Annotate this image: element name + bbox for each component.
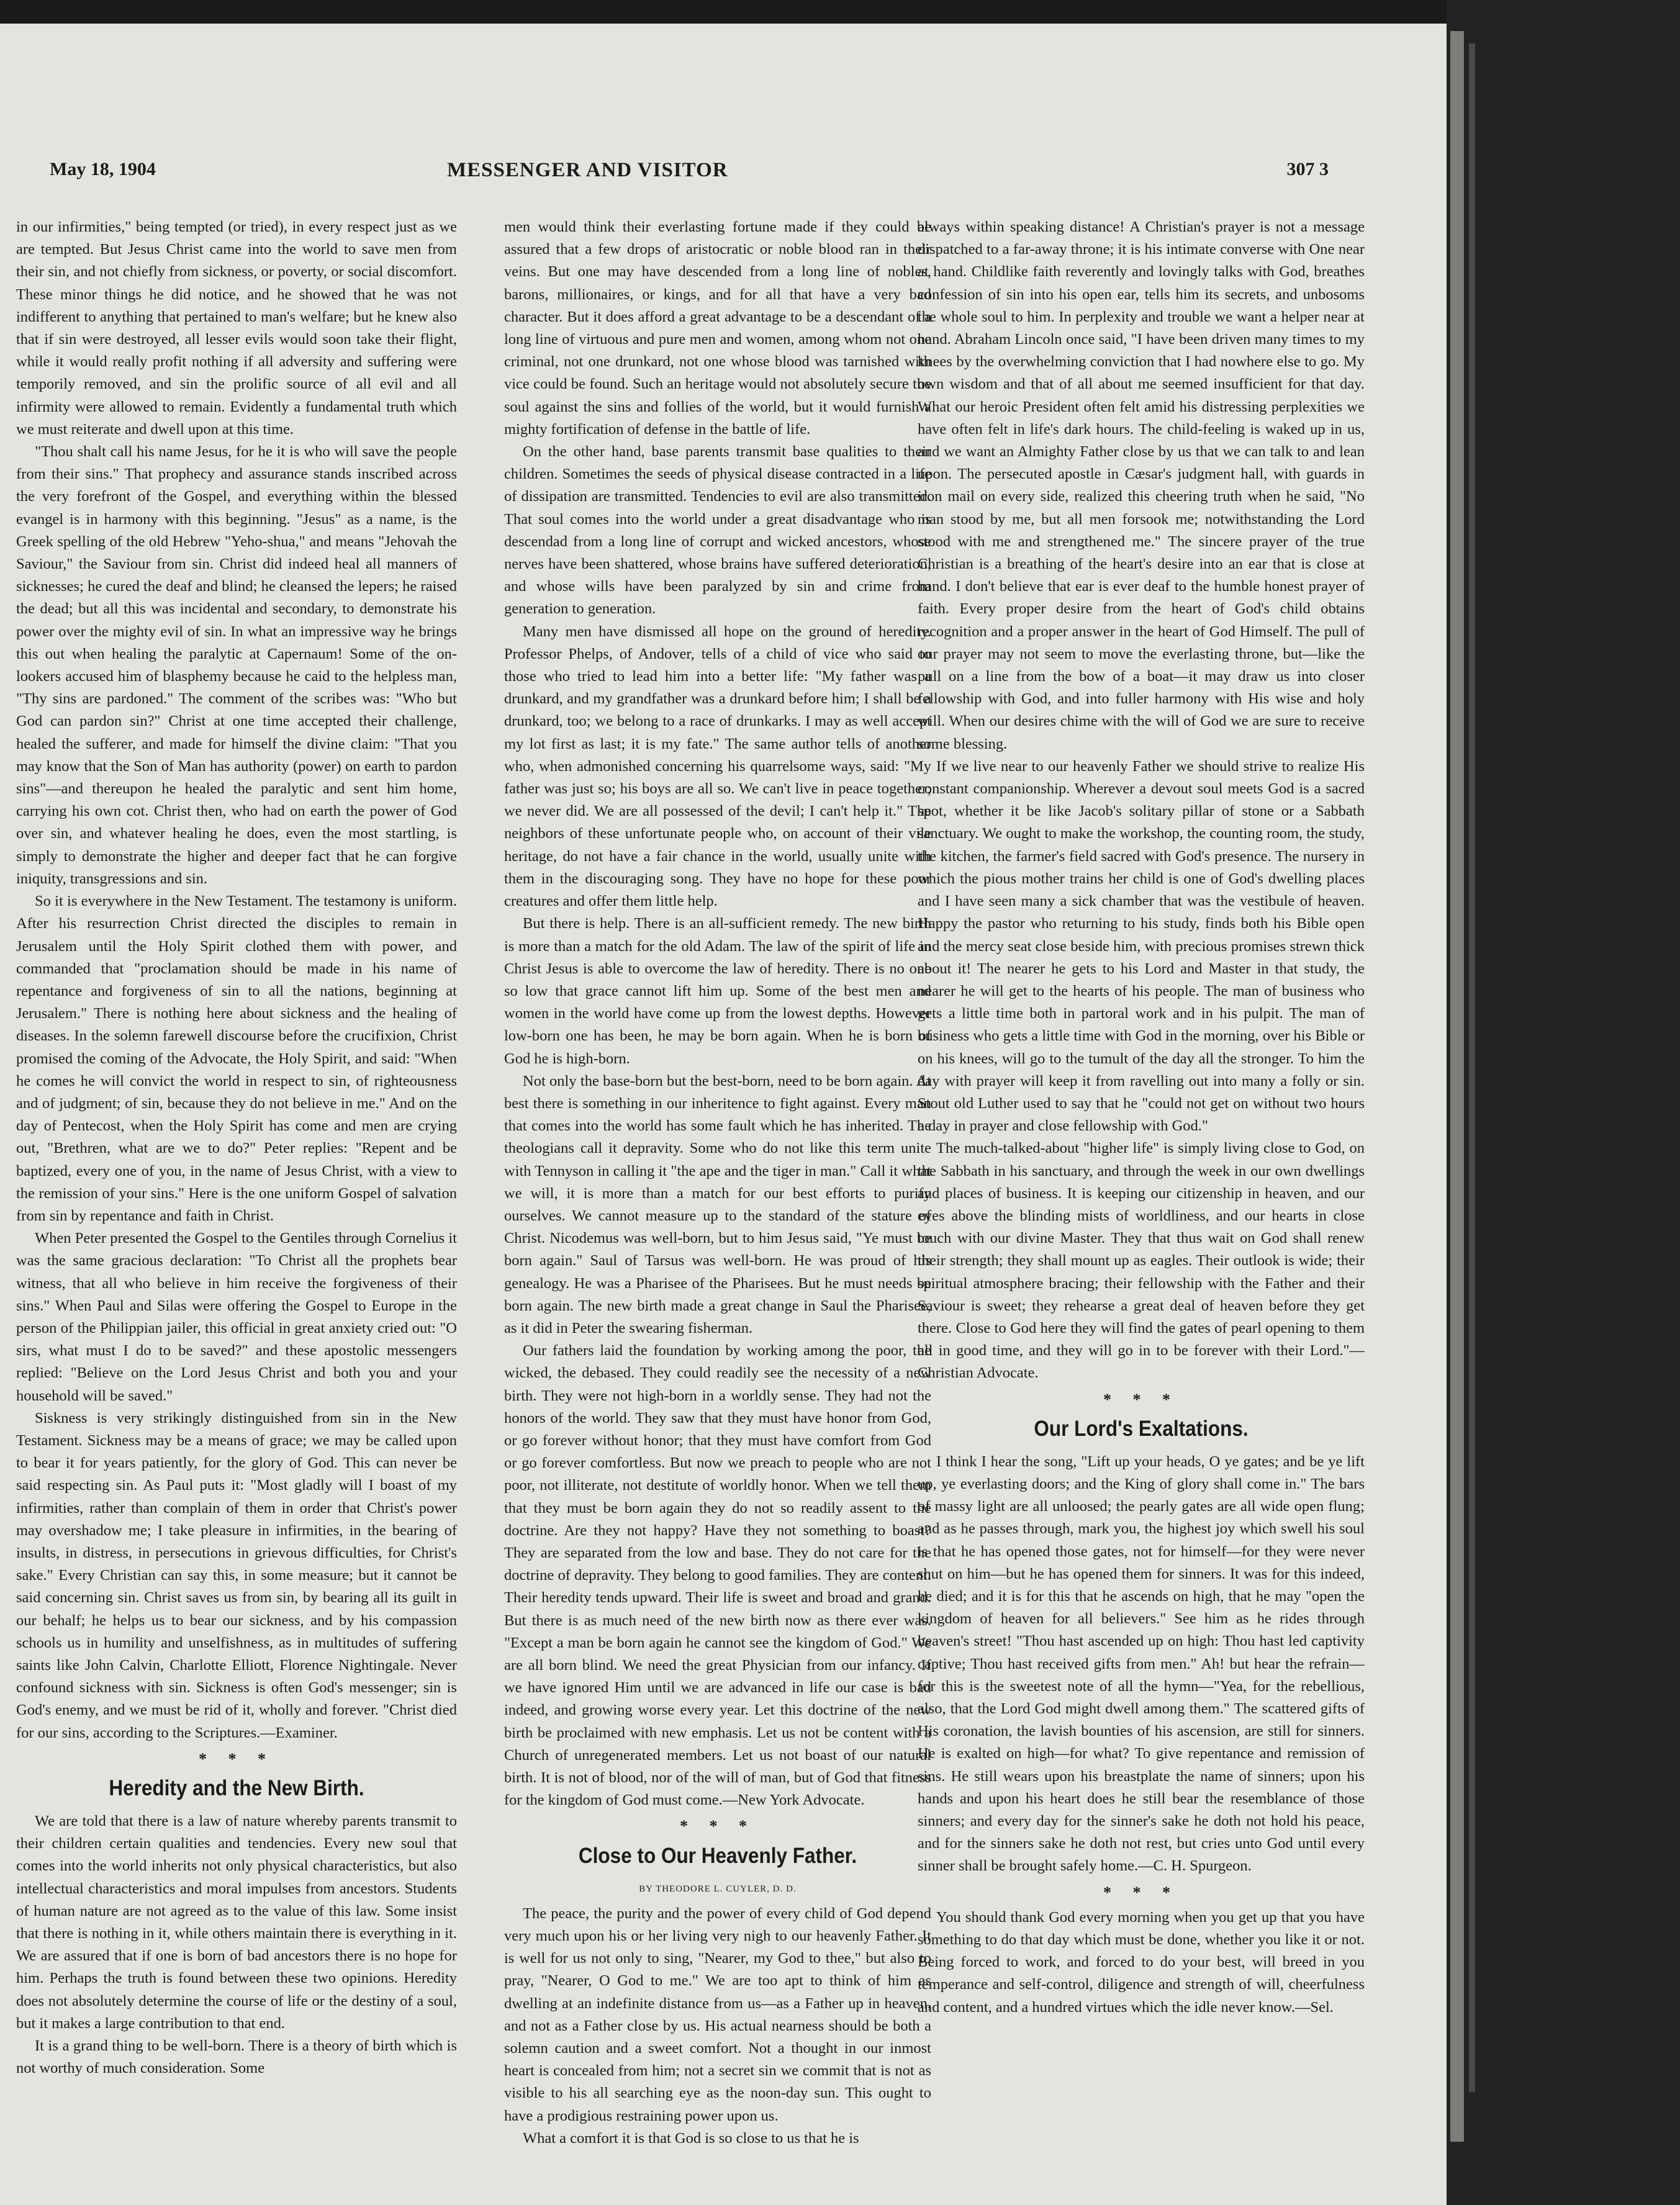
scan-page-edge-shadow: [1469, 43, 1475, 2092]
paragraph: If we live near to our heavenly Father we should strive to realize His constant companionship. Wherever a devout soul meets God is a sacred spot, whether it be like Jacob's solitary pillar of stone or a Sabbath sanctuary. We ought to make the workshop, the counting room, the study, the kitchen, the farmer's field sacred with God's presence. The nursery in which the pious mother trains her child is one of God's dwelling places and I have seen many a sick chamber that was the vestibule of heaven. Happy the pastor who returning to his study, finds both his Bible open and the mercy seat close beside him, with precious promises strewn thick about it! The nearer he gets to his Lord and Master in that study, the nearer he will get to the hearts of his people. The man of business who gets a little time both in partoral work and in his pulpit. The man of business who gets a little time with God in the morning, over his Bible or on his knees, will go to the tumult of the day all the stronger. To him the day with prayer will keep it from ravelling out into many a folly or sin. Stout old Luther used to say that he "could not get on without two hours a day in prayer and close fellowship with God.": [918, 757, 1365, 1135]
paragraph: So it is everywhere in the New Testament. The testamony is uniform. After his resurrection Christ directed the disciples to remain in Jerusalem until the Holy Spirit clothed them with power, and commanded that "proclamation should be made in his name of repentance and forgiveness of sin to all the nations, beginning at Jerusalem." There is nothing here about sickness and the healing of diseases. In the solemn farewell discourse before the crucifixion, Christ promised the coming of the Advocate, the Holy Spirit, and said: "When he comes he will convict the world in respect to sin, of righteousness and of judgment; of sin, because they do not believe in me." And on the day of Pentecost, when the Holy Spirit has come and men are crying out, "Brethren, what are we to do?" Peter replies: "Repent and be baptized, every one of you, in the name of Jesus Christ, with a view to the remission of your sins." Here is the one uniform Gospel of salvation from sin by repentance and faith in Christ.: [16, 893, 457, 1224]
scan-border: [1447, 0, 1680, 2205]
paragraph: It is a grand thing to be well-born. There is a theory of birth which is not worthy of much consideration. Some: [16, 2037, 457, 2077]
section-separator: * * *: [1103, 1390, 1179, 1409]
page-header: [50, 159, 1329, 196]
paragraph: Not only the base-born but the best-born, need to be born again. At best there is something in our inheritence to fight against. Every man that comes into the world has some fault which he has inherited. The theologians call it depravity. Some who do not like this term unite with Tennyson in calling it "the ape and the tiger in man." Call it what we will, it is more than a match for our best efforts to purify ourselves. We cannot measure up to the standard of the stature of Christ. Nicodemus was well-born, but to him Jesus said, "Ye must be born again." Saul of Tarsus was well-born. He was proud of his genealogy. He was a Pharisee of the Pharisees. But he must needs be born again. The new birth made a great change in Saul the Pharisee, as it did in Peter the swearing fisherman.: [504, 1072, 931, 1337]
column-1: [16, 216, 457, 2196]
paragraph: The much-talked-about "higher life" is simply living close to God, on the Sabbath in his sanctuary, and through the week in our own dwellings and places of business. It is keeping our citizenship in heaven, and our eyes above the blinding mists of worldliness, and our hearts in close touch with our divine Master. They that thus wait on God shall renew their strength; they shall mount up as eagles. Their outlook is wide; their spiritual atmosphere bracing; their fellowship with the Father and their Saviour is sweet; they rehearse a great deal of heaven before they get there. Close to God here they will find the gates of pearl opening to them all in good time, and they will go in to be forever with their Lord."—Christian Advocate.: [918, 1140, 1365, 1382]
column-2: [504, 216, 931, 2196]
section-separator: * * *: [1103, 1883, 1179, 1901]
masthead: MESSENGER AND VISITOR: [447, 159, 728, 181]
scan-page-edge: [1450, 31, 1464, 2142]
paragraph: Many men have dismissed all hope on the ground of heredity. Professor Phelps, of Andover, tells of a child of vice who said to those who tried to lead him into a better life: "My father was a drunkard, and my grandfather was a drunkard before him; I shall be a drunkard, too; we belong to a race of drunkarks. I may as well accept my lot first as last; it is my fate." The same author tells of another who, when admonished concerning his quarrelsome ways, said: "My father was just so; his boys are all so. We can't live in peace together; we never did. We are all possessed of the devil; I can't help it." The neighbors of these unfortunate people who, on account of their vile heritage, do not have a fair chance in the world, usually unite with them in the discouraging song. They have no hope for these poor creatures and offer them little help.: [504, 623, 931, 910]
paragraph: Our fathers laid the foundation by working among the poor, the wicked, the debased. They could readily see the necessity of a new birth. They were not high-born in a worldly sense. They had not the honors of the world. They saw that they must have honor from God, or go forever without honor; that they must have comfort from God or go forever comfortless. But now we preach to people who are not poor, not illiterate, not destitute of worldly honor. When we tell them that they must be born again they do not so readily assent to the doctrine. Are they not happy? Have they not something to boast? They are separated from the low and base. They do not care for the doctrine of depravity. They belong to good families. They are content. Their heredity tends upward. Their life is sweet and broad and grand. But there is as much need of the new birth now as there ever was. "Except a man be born again he cannot see the kingdom of God." We are all born blind. We need the great Physician from our infancy. If we have ignored Him until we are advanced in life our case is bad indeed, and growing worse every year. Let this doctrine of the new birth be proclaimed with new emphasis. Let us not be content with a Church of unregenerated members. Let us not boast of our natural birth. It is not of blood, nor of the will of man, but of God that fitness for the kingdom of God must come.—New York Advocate.: [504, 1342, 931, 1809]
column-3: [918, 216, 1365, 2196]
paragraph: in our infirmities," being tempted (or tried), in every respect just as we are tempted. But Jesus Christ came into the world to save men from their sin, and not chiefly from sickness, or poverty, or social discomfort. These minor things he did notice, and he showed that he was not indifferent to anything that pertained to man's welfare; but he knew also that if sin were destroyed, all lesser evils would soon take their flight, while it would really profit nothing if all adversity and suffering were temporily removed, and sin the prolific source of all evil and all infirmity were allowed to remain. Evidently a fundamental truth which we must reiterate and dwell upon at this time.: [16, 219, 457, 438]
paragraph: "Thou shalt call his name Jesus, for he it is who will save the people from their sins." That prophecy and assurance stands inscribed across the very forefront of the Gospel, and everything within the blessed evangel is in harmony with this beginning. "Jesus" as a name, is the Greek spelling of the old Hebrew "Yeho-shua," and means "Jehovah the Saviour," the Saviour from sin. Christ did indeed heal all manners of sicknesses; he cured the deaf and blind; he cleansed the lepers; he raised the dead; but all this was incidental and secondary, to demonstrate his power over the mighty evil of sin. In what an impressive way he brings this out when healing the paralytic at Capernaum! Some of the on-lookers accused him of blasphemy because he caid to the helpless man, "Thy sins are pardoned." The comment of the scribes was: "Who but God can pardon sin?" Christ at one time accepted their challenge, healed the sufferer, and made for himself the divine claim: "That you may know that the Son of Man has authority (power) on earth to pardon sins"—and thereupon he healed the paralytic and sent him home, carrying his own cot. Christ then, who had on earth the power of God over sin, and whatever healing he does, even the most startling, is simply to demonstrate the higher and deeper fact that he can forgive iniquity, transgressions and sin.: [16, 443, 457, 887]
article-byline: BY THEODORE L. CUYLER, D. D.: [639, 1883, 797, 1894]
page-number: 307 3: [1286, 159, 1329, 179]
paragraph: When Peter presented the Gospel to the Gentiles through Cornelius it was the same gracious declaration: "To Christ all the prophets bear witness, that all who believe in him receive the forgiveness of their sins." When Paul and Silas were offering the Gospel to Europe in the person of the Philippian jailer, this official in great anxiety cried out: "O sirs, what must I do to be saved?" and these apostolic messengers replied: "Believe on the Lord Jesus Christ and both you and your household will be saved.": [16, 1230, 457, 1404]
paragraph: always within speaking distance! A Christian's prayer is not a message dispatched to a far-away throne; it is his intimate converse with One near at hand. Childlike faith reverently and lovingly talks with God, breathes confession of sin into his open ear, tells him its secrets, and unbosoms the whole soul to him. In perplexity and trouble we want a helper near at hand. Abraham Lincoln once said, "I have been driven many times to my knees by the overwhelming conviction that I had nowhere else to go. My own wisdom and that of all about me seemed insufficient for that day. What our heroic President often felt amid his distressing perplexities we have often felt in life's dark hours. The child-feeling is waked up in us, and we want an Almighty Father close by us that we can talk to and lean upon. The persecuted apostle in Cæsar's judgment hall, with guards in iron mail on every side, realized this cheering truth when he said, "No man stood by me, but all men forsook me; notwithstanding the Lord stood with me and strengthened me." The sincere prayer of the true Christian is a breathing of the heart's desire into an ear that is close at hand. I don't believe that ear is ever deaf to the humble honest prayer of faith. Every proper desire from the heart of God's child obtains recognition and a proper answer in the heart of God Himself. The pull of our prayer may not seem to move the everlasting throne, but—like the pull on a line from the bow of a boat—it may draw us into closer fellowship with God, and into fuller harmony with His wise and holy will. When our desires chime with the will of God we are sure to receive some blessing.: [918, 219, 1365, 752]
issue-date: May 18, 1904: [50, 159, 156, 179]
paragraph: men would think their everlasting fortune made if they could be assured that a few drops of aristocratic or noble blood ran in their veins. But one may have descended from a long line of nobles, barons, millionaires, or kings, and for all that have a very bad character. But it does afford a great advantage to be a descendant of a long line of virtuous and pure men and women, among whom not one criminal, not one drunkard, not one whose blood was tarnished with vice could be found. Such an heritage would not absolutely secure the soul against the sins and follies of the world, but it would furnish a mighty fortification of defense in the battle of life.: [504, 219, 931, 438]
paragraph: Siskness is very strikingly distinguished from sin in the New Testament. Sickness may be a means of grace; we may be called upon to bear it for years patiently, for the glory of God. This can never be said respecting sin. As Paul puts it: "Most gladly will I boast of my infirmities, rather than complain of them in order that Christ's power may overshadow me; I take pleasure in infirmities, in the bearing of insults, in distress, in persecutions in grievous difficulties, for Christ's sake." Every Christian can say this, in some measure; but it cannot be said concerning sin. Christ saves us from sin, by bearing all its guilt in our behalf; he helps us to bear our sickness, and by his compassion schools us in humility and unselfishness, as in multitudes of suffering saints like John Calvin, Charlotte Elliott, Florence Nightingale. Never confound sickness with sin. Sickness is often God's messenger; sin is God's enemy, and we must be rid of it, wholly and forever. "Christ died for our sins, according to the Scriptures.—Examiner.: [16, 1409, 457, 1741]
paragraph: You should thank God every morning when you get up that you have something to do that day which must be done, whether you like it or not. Being forced to work, and forced to do your best, will breed in you temperance and self-control, diligence and strength of will, cheerfulness and content, and a hundred virtues which the idle never know.—Sel.: [918, 1908, 1365, 2016]
paragraph: But there is help. There is an all-sufficient remedy. The new birth is more than a match for the old Adam. The law of the spirit of life in Christ Jesus is able to overcome the law of heredity. There is no one so low that grace cannot lift him up. Some of the best men and women in the world have come up from the lowest depths. However low-born one has been, he may be born again. When he is born of God he is high-born.: [504, 915, 931, 1067]
section-separator: * * *: [199, 1749, 274, 1768]
paragraph: We are told that there is a law of nature whereby parents transmit to their children certain qualities and tendencies. Every new soul that comes into the world inherits not only physical characteristics, but also intellectual characteristics and moral impulses from ancestors. Students of human nature are not agreed as to the value of this law. Some insist that there is nothing in it, while others maintain there is everything in it. We are assured that if one is born of bad ancestors there is no hope for him. Perhaps the truth is found between these two opinions. Heredity does not absolutely determine the course of life or the destiny of a soul, but it makes a large contribution to that end.: [16, 1813, 457, 2032]
article-headline-close-to-father: Close to Our Heavenly Father.: [578, 1843, 857, 1868]
paragraph: I think I hear the song, "Lift up your heads, O ye gates; and be ye lift up, ye everlasting doors; and the King of glory shall come in." The bars of massy light are all unloosed; the pearly gates are all wide open flung; and as he passes through, mark you, the highest joy which swell his soul is that he has opened those gates, not for himself—for they were never shut on him—but he has opened them for sinners. It was for this indeed, he died; and it is for this that he ascends on high, that he may "open the kingdom of heaven for all believers." See him as he rides through heaven's street! "Thou hast ascended up on high: Thou hast led captivity captive; Thou hast received gifts from men." Ah! but hear the refrain—for this is the sweetest note of all the hymn—"Yea, for the rebellious, also, that the Lord God might dwell among them." The scattered gifts of His coronation, the lavish bounties of his ascension, are still for sinners. He is exalted on high—for what? To give repentance and remission of sins. He still wears upon his breastplate the name of sinners; upon his hands and upon his heart does he still bear the resemblance of those sinners; and every day for the sinner's sake he doth not hold his peace, and for the sinners sake he doth not rest, but cries unto God until every sinner shall be brought safely home.—C. H. Spurgeon.: [918, 1453, 1365, 1875]
paragraph: The peace, the purity and the power of every child of God depend very much upon his or her living very nigh to our heavenly Father. It is well for us not only to sing, "Nearer, my God to thee," but also to pray, "Nearer, O God to me." We are too apt to think of him as dwelling at an indefinite distance from us—as a Father up in heaven, and not as a Father close by us. His actual nearness should be both a solemn caution and a sweet comfort. Not a thought in our inmost heart is concealed from him; not a secret sin we commit that is not as visible to his all searching eye as the noon-day sun. This ought to have a prodigious restraining power upon us.: [504, 1905, 931, 2124]
article-headline-exaltations: Our Lord's Exaltations.: [1034, 1416, 1249, 1441]
paragraph: What a comfort it is that God is so close to us that he is: [523, 2129, 859, 2147]
paragraph: On the other hand, base parents transmit base qualities to their children. Sometimes the seeds of physical disease contracted in a life of dissipation are transmitted. Tendencies to evil are also transmitted. That soul comes into the world under a great disadvantage who is descendad from a long line of corrupt and wicked ancestors, whose nerves have been shattered, whose brains have suffered deterioration, and whose wills have been paralyzed by sin and crime from generation to generation.: [504, 443, 931, 618]
newspaper-page: [0, 24, 1447, 2205]
article-headline-heredity: Heredity and the New Birth.: [109, 1776, 364, 1801]
section-separator: * * *: [680, 1817, 756, 1836]
